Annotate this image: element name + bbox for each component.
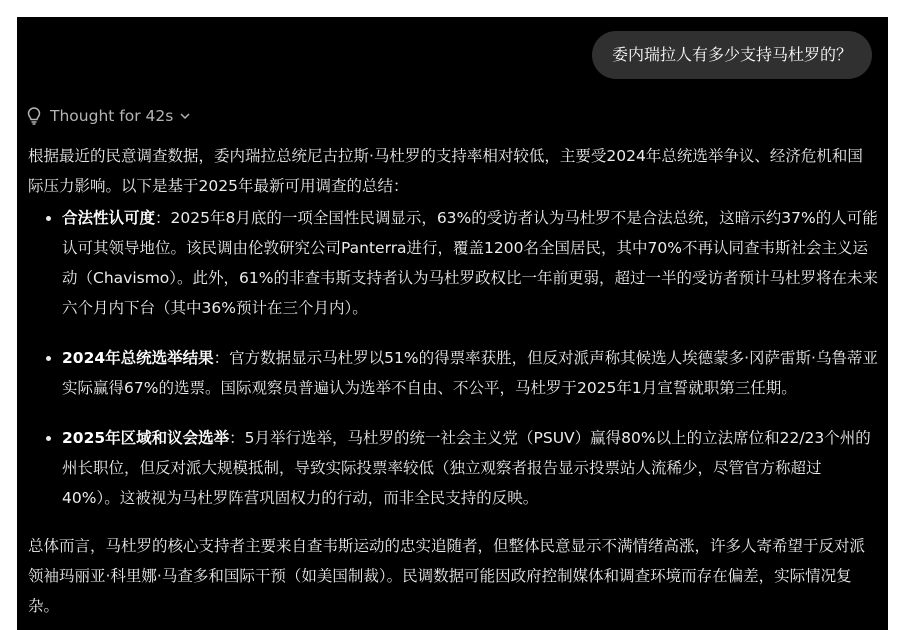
intro-paragraph: 根据最近的民意调查数据，委内瑞拉总统尼古拉斯·马杜罗的支持率相对较低，主要受2024年总统选举争议、经济危机和国际压力影响。以下是基于2025年最新可用调查的总结： [28, 147, 863, 195]
list-item [62, 343, 878, 403]
bullet-text: ：5月举行选举，马杜罗的统一社会主义党（PSUV）赢得80%以上的立法席位和22/23个州的州长职位，但反对派大规模抵制，导致实际投票率较低（独立观察者报告显示投票站人流稀少，尽管官方称超过40%）。这被视为马杜罗阵营巩固权力的行动，而非全民支持的反映。 [62, 429, 871, 507]
list-item [62, 423, 878, 513]
bullet-text: ：2025年8月底的一项全国性民调显示，63%的受访者认为马杜罗不是合法总统，这暗示约37%的人可能认可其领导地位。该民调由伦敦研究公司Panterra进行，覆盖1200名全国居民，其中70%不再认同查韦斯社会主义运动（Chavismo）。此外，61%的非查韦斯支持者认为马杜罗政权比一年前更弱，超过一半的受访者预计马杜罗将在未来六个月内下台（其中36%预计在三个月内）。 [62, 209, 878, 317]
lightbulb-icon [26, 107, 42, 125]
bullet-title: 2024年总统选举结果 [62, 349, 214, 367]
thought-label: Thought for 42s [50, 107, 174, 125]
user-message-bubble: 委内瑞拉人有多少支持马杜罗的？ [592, 31, 872, 79]
chat-panel [17, 17, 888, 630]
bullet-list [28, 203, 878, 513]
summary-paragraph: 总体而言，马杜罗的核心支持者主要来自查韦斯运动的忠实追随者，但整体民意显示不满情绪高涨，许多人寄希望于反对派领袖玛丽亚·科里娜·马查多和国际干预（如美国制裁）。民调数据可能因政府控制媒体和调查环境而存在偏差，实际情况复杂。 [28, 537, 866, 615]
list-item [62, 203, 878, 323]
bullet-text: ：官方数据显示马杜罗以51%的得票率获胜，但反对派声称其候选人埃德蒙多·冈萨雷斯·乌鲁蒂亚实际赢得67%的选票。国际观察员普遍认为选举不自由、不公平，马杜罗于2025年1月宣誓就职第三任期。 [62, 349, 878, 397]
thought-toggle[interactable] [26, 104, 191, 128]
assistant-answer [28, 141, 878, 621]
chevron-down-icon [179, 110, 191, 122]
bullet-title: 合法性认可度 [62, 209, 156, 227]
bullet-title: 2025年区域和议会选举 [62, 429, 230, 447]
